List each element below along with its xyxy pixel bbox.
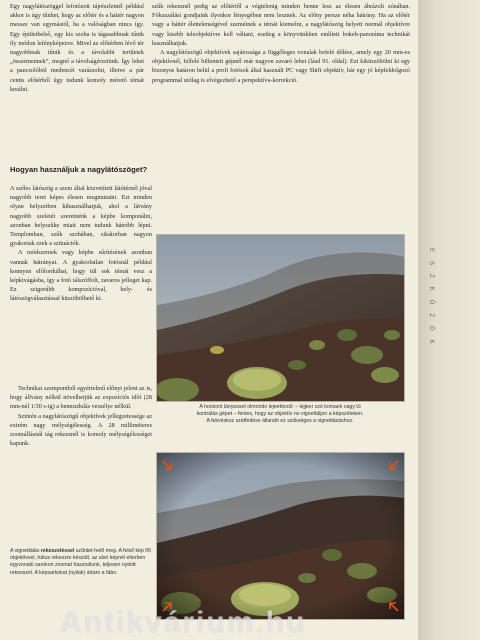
section-heading: Hogyan használjuk a nagylátószöget? (10, 165, 148, 174)
paragraph: Egy nagylátószöggel lefotózott tájrészletnél például akkor is úgy tűnhet, hogy az előtér és a háttér nagyon messze van egymástól, ha a valóságban nincs így. Egy épületbelső, egy kis szoba is tágasabbnak tűnik ily módon lefényképezve. Mivel az előtérben lévő tér nagyobbnak tűnik és a távolabbi területek „összemennek”, megnő a távolságérzetünk. Így lehet a pancsolóból medencét varázsolni, illetve a pár centis előtérből úgy tudunk komoly mérető témát kreálni. (10, 3, 144, 93)
photo-caption-top: A horizont lányosset olmondo lejeetteoól: – lejjeer szó komaek vagy tú kontrálás gépet – fentes, hogy az objektív no vignettáljon a képszéleken. A fekvéskoz szétfedése állandó ez szükséges a vignettázáshoz. (196, 404, 364, 425)
body-column (10, 184, 152, 304)
right-column (152, 2, 410, 85)
body-column-lower (10, 384, 152, 448)
paragraph: A széles látószög a szem által közvetített látótérnél jóval nagyobb teret képes élesen megmutatni. Ezt minden olyan helyzetben kihasználhatjuk, ahol a látvány nagyobb szeletét szeretnénk a képbe komponálni, azonban helyszűke miatt nem tudunk hátrébb lépni. Templomban, szűk szobában, sikátorban nagyon gyakoriak ezek a szituációk. (10, 185, 152, 248)
watermark: Antikvárium.hu (60, 606, 307, 639)
paragraph: A módszernek vagy képbe sűrítésének azonban vannak hátrányai. A gyakorlatlan fotósnál például konnyen előfordulhat, hogy túl sok témát vesz a képkivágásba, így a fotó tálszóffolt, zavaros jelleget kap. Ez szigorúbb kompozícióval, hely- és látószögválasztással küszöbölhető ki. (10, 249, 152, 303)
landscape-photo-top (156, 234, 405, 402)
photo-caption-bottom: A vignettálás rekeszeléssel szűntet-hető meg. A felső kép f/6 objektívvel, hátus rekeszre készült, az alsó képnél elterben egyvonalú sarokon zoomat használunk, teljesen nyitott rekesszel. A képsarkokat (nyilak) ártaro a fábo. (10, 548, 152, 576)
landscape-photo-bottom (156, 452, 405, 620)
section-side-label: ESZKÖZÖK (428, 248, 434, 353)
paragraph: szűk rekesznél pedig az előtértől a végtelenig minden benne lesz az élesen ábrázolt zónában. Fókuszálási gondjaink ilyenkor lényegében nem lesznek. Az előny persze néha hátrány. Ha az előtér vagy a háttér élettelenségével szeméinek a témát kiemelni, a nagylátószög helyett normál objektívre vagy kisebb teleobjektívre kell váltani, esetleg a könyvünkben említett bokeh-panoráma technikát használhatjuk. (152, 3, 410, 47)
paragraph: Technikai szempontból egyértelmű előnyt jelent az is, hogy állvány nélkül növelhetjük az expozíciós időt (28 mm-nél 1/30 s-ig) a bemozdulás veszélye nélkül. (10, 385, 152, 411)
intro-column (10, 2, 144, 94)
paragraph: A nagylátószögű objektívek sajátossága a függőleges vonalak befelé dőlése, amely egy 20 mm-es objektívnél, felfelé billentett gépnél már nagyon zavaró lehet (lásd 91. oldal). Ezt kiküszöbölni ki egy bizonyos határon belül a profi fotósok által használt PC vagy Shift objektív, bár egy jó képfeldolgozó programmal utólag is elvégezhető a perspektíva-korrekció. (152, 49, 410, 84)
paragraph: Szintén a nagylátószögű objektívek jellegzetessége az extrém nagy mélységélesség. A 28 milliméteres zoomállásnál tág rekesznél is komoly mélységélességet kapunk. (10, 412, 152, 448)
